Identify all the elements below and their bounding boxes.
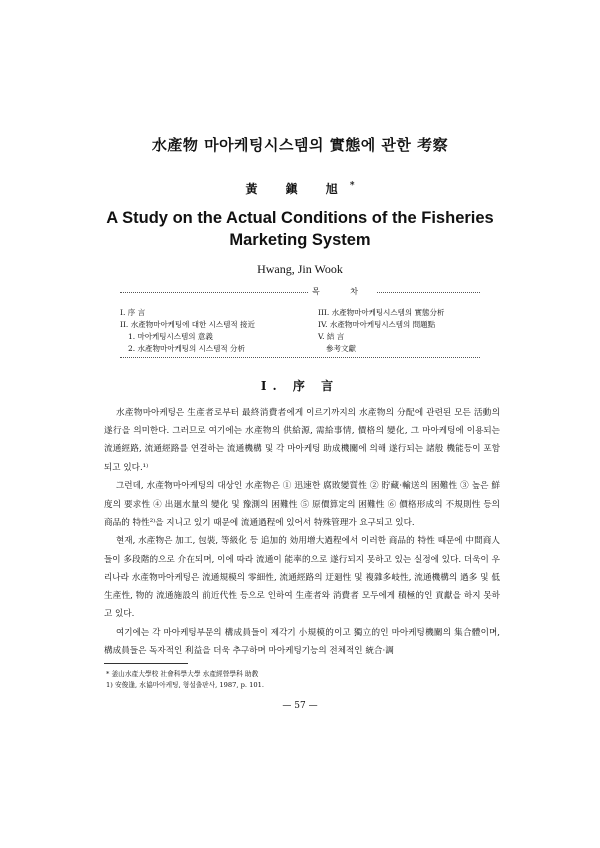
footnote: 1) 安俊逢, 水協마아케팅, 형설출판사, 1987, p. 101. <box>106 681 265 689</box>
toc-item: I. 序 言 <box>120 308 146 317</box>
toc-right-column <box>318 307 480 355</box>
footnotes <box>106 669 502 691</box>
title-en-line-1: A Study on the Actual Conditions of the Fisheries <box>106 209 494 227</box>
toc-item: III. 水產物마아케팅시스템의 實態分析 <box>318 308 445 317</box>
paragraph: 水產物마아케팅은 生產者로부터 最終消費者에게 이르기까지의 水產物의 分配에 관련된 모든 活動의 遂行을 의미한다. 그러므로 여기에는 水產物의 供給源, 需給事情, 價格의 變化, 그 마아케팅에 이용되는 流通經路, 流通經路를 연결하는 流通機構 및 각 마아케팅 助成機關에 의해 遂行되는 諸般 機能등이 포함되고 있다.¹⁾ <box>104 408 500 473</box>
paragraph: 현재, 水產物은 加工, 包裝, 等級化 등 追加的 効用增大過程에서 이러한 商品的 特性 때문에 中間商人들이 多段階的으로 介在되며, 이에 따라 流通이 能率的으로 遂行되지 못하고 있는 실정에 있다. 더욱이 우리나라 水產物마아케팅은 流通規模의 零細性, 流通經路의 迂廻性 및 複雜多岐性, 流通機構의 過多 및 低生產性, 物的 流通施設의 前近代性 등으로 인하여 生產者와 消費者 모두에게 積極的인 貢獻을 하지 못하고 있다. <box>104 536 500 620</box>
toc-item: II. 水產物마아케팅에 대한 시스템적 接近 <box>120 320 256 329</box>
paper-title-english <box>60 207 540 251</box>
author-korean <box>0 180 600 197</box>
table-of-contents <box>120 287 480 358</box>
toc-item: IV. 水產物마아케팅시스템의 問題點 <box>318 320 436 329</box>
author-name-korean: 黃 鎭 旭 <box>245 182 350 196</box>
paragraph: 그런데, 水產物마아케팅의 대상인 水產物은 ① 迅速한 腐敗變質性 ② 貯藏·輸送의 困難性 ③ 높은 鮮度의 要求性 ④ 出廻水量의 變化 및 豫測의 困難性 ⑤ 原價算定의 困難性 ⑥ 價格形成의 不規則性 등의 商品的 特性²⁾을 지니고 있기 때문에 流通過程에 있어서 特殊管理가 요구되고 있다. <box>104 481 500 528</box>
body-text <box>104 404 500 660</box>
author-footnote-mark: * <box>349 181 355 191</box>
toc-item: 參考文獻 <box>326 344 356 353</box>
title-en-line-2: Marketing System <box>229 231 371 249</box>
page-number: — 57 — <box>282 701 318 711</box>
section-heading: I. 序 言 <box>260 379 340 393</box>
paper-title-korean: 水產物 마아케팅시스템의 實態에 관한 考察 <box>151 136 449 154</box>
footnote-divider <box>104 663 188 664</box>
footnote: * 釜山水產大學校 社會科學大學 水產經營學科 助教 <box>106 670 259 678</box>
toc-left-column <box>120 307 310 355</box>
toc-item: V. 結 言 <box>318 332 345 341</box>
toc-item: 1. 마아케팅시스템의 意義 <box>128 332 213 341</box>
author-english: Hwang, Jin Wook <box>257 262 343 276</box>
toc-heading: 목 차 <box>308 286 376 298</box>
toc-item: 2. 水產物마아케팅의 시스템적 分析 <box>128 344 246 353</box>
paragraph: 여기에는 각 마아케팅부문의 構成員들이 제각기 小規模的이고 獨立的인 마아케팅機關의 集合體이며, 構成員들은 독자적인 利益을 더욱 추구하며 마아케팅기능의 전체적인 統合·調 <box>104 627 500 657</box>
